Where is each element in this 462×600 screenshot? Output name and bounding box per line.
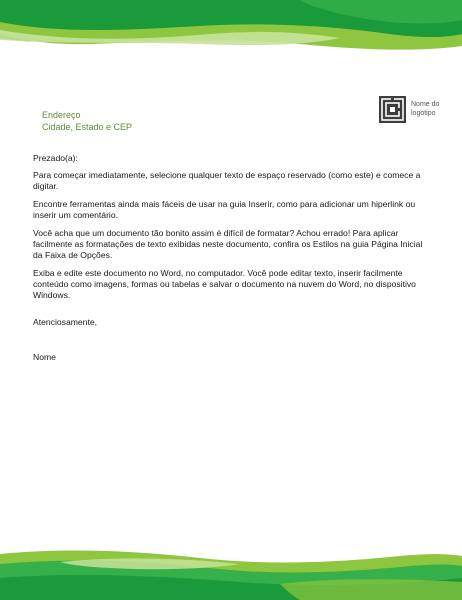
signature-name: Nome bbox=[33, 352, 56, 362]
closing: Atenciosamente, bbox=[33, 317, 98, 327]
paragraph-4: Exiba e edite este documento no Word, no computador. Você pode editar texto, inserir facilmente conteúdo como imagens, formas ou tabelas e salvar o documento na nuvem do Word, no dispositivo Windows. bbox=[33, 268, 416, 300]
logo-name-line-2: logotipo bbox=[411, 110, 436, 117]
sender-address bbox=[42, 109, 132, 133]
address-line-1: Endereço bbox=[42, 110, 81, 120]
letter-body bbox=[33, 153, 433, 308]
logo-name-line-1: Nome do bbox=[411, 101, 440, 108]
logo bbox=[379, 96, 449, 124]
maze-logo-icon bbox=[379, 96, 406, 123]
footer-wave-decoration bbox=[0, 548, 462, 600]
logo-name bbox=[411, 100, 439, 118]
greeting: Prezado(a): bbox=[33, 153, 78, 163]
address-line-2: Cidade, Estado e CEP bbox=[42, 122, 133, 132]
paragraph-3: Você acha que um documento tão bonito assim é difícil de formatar? Achou errado! Para aplicar facilmente as formatações de texto exibidas neste documento, confira os Estilos na guia Página Inicial da Faixa de Opções. bbox=[33, 228, 423, 260]
paragraph-1: Para começar imediatamente, selecione qualquer texto de espaço reservado (como este) e comece a digitar. bbox=[33, 170, 421, 191]
paragraph-2: Encontre ferramentas ainda mais fáceis de usar na guia Inserir, como para adicionar um hiperlink ou inserir um comentário. bbox=[33, 199, 416, 220]
header-wave-decoration bbox=[0, 0, 462, 56]
